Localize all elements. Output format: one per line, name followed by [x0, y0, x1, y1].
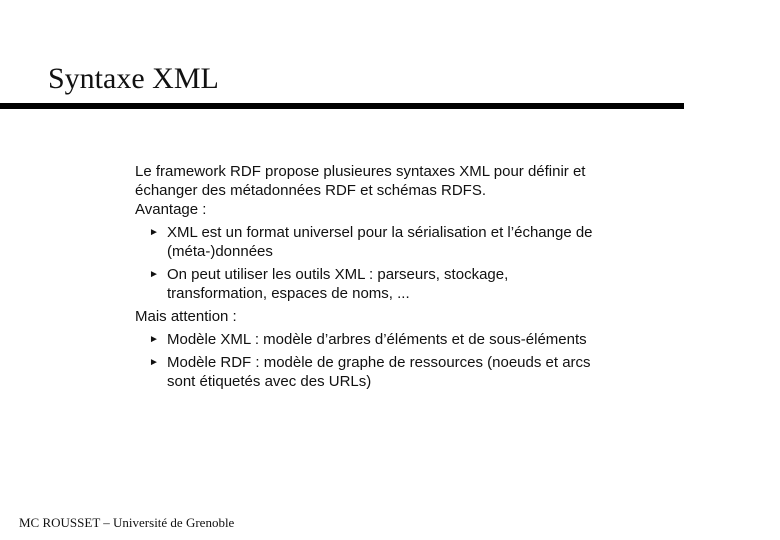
attention-heading: Mais attention :	[135, 308, 237, 325]
list-item	[135, 353, 635, 391]
list-item-line-2: (méta-)données	[167, 243, 273, 260]
footer-credit: MC ROUSSET – Université de Grenoble	[19, 515, 235, 530]
intro-text	[135, 162, 635, 200]
list-item-line-1: On peut utiliser les outils XML : parseurs, stockage,	[167, 266, 509, 283]
intro-line-2: échanger des métadonnées RDF et schémas RDFS.	[135, 182, 486, 199]
slide-title: Syntaxe XML	[48, 62, 219, 95]
intro-line-1: Le framework RDF propose plusieures syntaxes XML pour définir et	[135, 163, 586, 180]
list-item	[135, 223, 635, 261]
triangle-bullet-icon: ►	[149, 357, 159, 368]
triangle-bullet-icon: ►	[149, 269, 159, 280]
slide-content	[135, 162, 635, 395]
advantage-heading: Avantage :	[135, 201, 207, 218]
list-item-line-1: XML est un format universel pour la sérialisation et l’échange de	[167, 224, 593, 241]
attention-list	[135, 330, 635, 391]
list-item	[135, 265, 635, 303]
advantage-list	[135, 223, 635, 303]
list-item-line-1: Modèle XML : modèle d’arbres d’éléments et de sous-éléments	[167, 331, 587, 348]
list-item-line-2: sont étiquetés avec des URLs)	[167, 373, 372, 390]
triangle-bullet-icon: ►	[149, 227, 159, 238]
title-rule	[0, 103, 684, 109]
list-item-line-1: Modèle RDF : modèle de graphe de ressources (noeuds et arcs	[167, 354, 591, 371]
list-item	[135, 330, 635, 349]
list-item-line-2: transformation, espaces de noms, ...	[167, 285, 410, 302]
triangle-bullet-icon: ►	[149, 334, 159, 345]
